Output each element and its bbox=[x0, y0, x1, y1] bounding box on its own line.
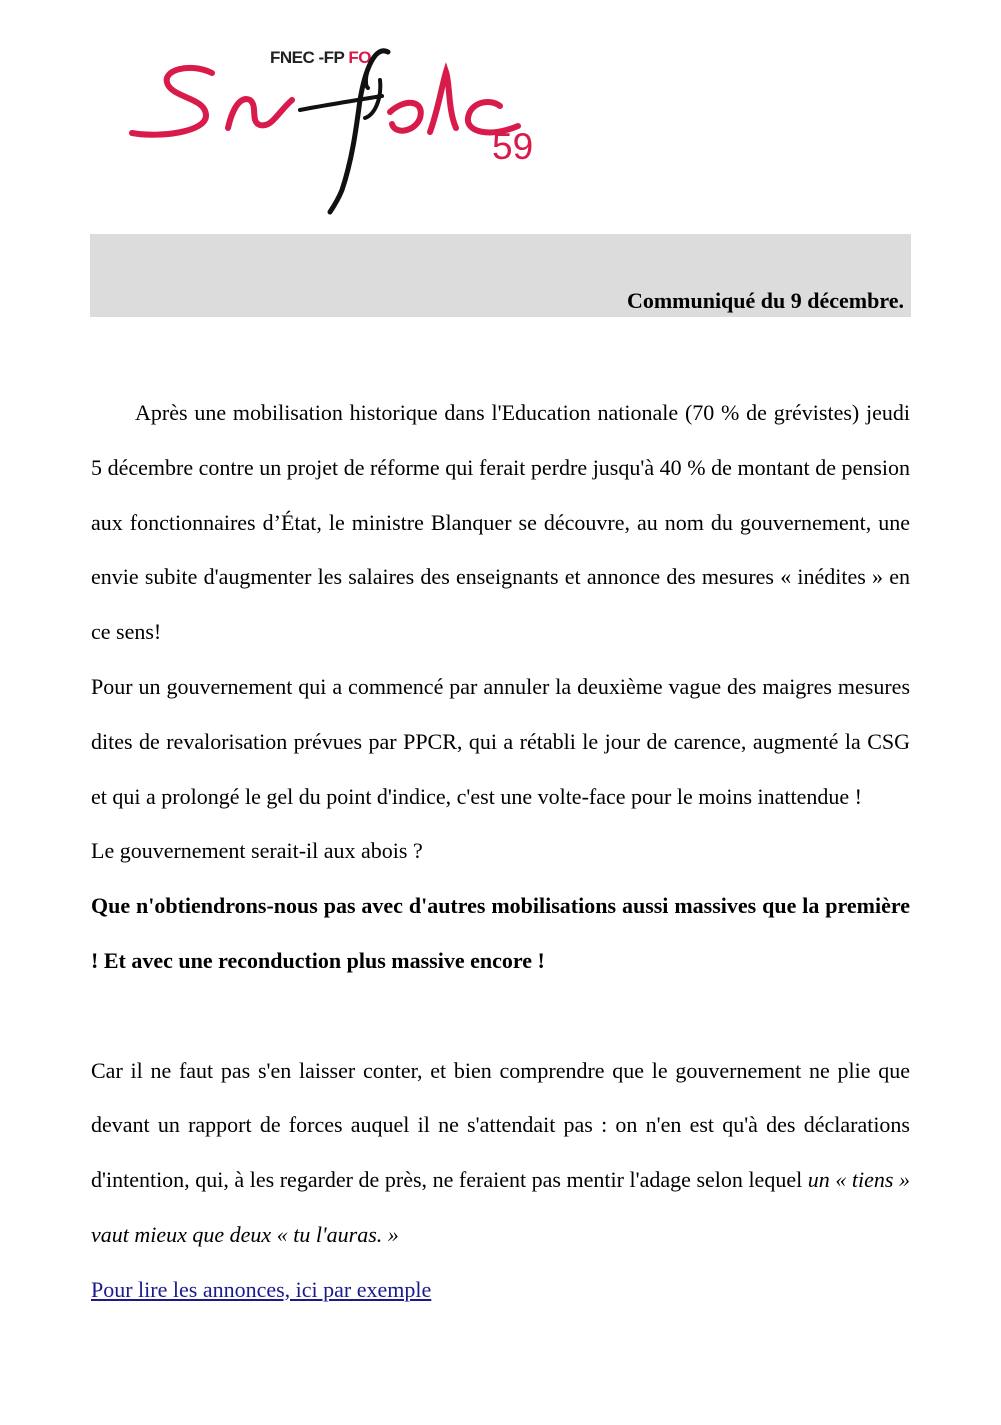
announcements-link[interactable]: Pour lire les annonces, ici par exemple bbox=[91, 1276, 432, 1302]
logo-union-label: FNEC -FP FO bbox=[270, 48, 371, 67]
paragraph-1: Après une mobilisation historique dans l'Education nationale (70 % de grévistes) jeudi 5 décembre contre un projet de réforme qui ferait perdre jusqu'à 40 % de montant de pension aux fonctionnaires d’État, le ministre Blanquer se découvre, au nom du gouvernement, une envie subite d'augmenter les salaires des enseignants et annonce des mesures « inédites » en ce sens! bbox=[91, 400, 910, 645]
paragraph-spacer bbox=[91, 989, 910, 1044]
logo-number: 59 bbox=[492, 126, 534, 167]
header-banner bbox=[90, 234, 911, 317]
paragraph-5-quote: un « tiens » vaut mieux que deux « tu l'auras. » bbox=[91, 1167, 910, 1247]
paragraph-5 bbox=[91, 1044, 910, 1263]
communique-body bbox=[91, 386, 910, 1318]
announcements-link-line bbox=[91, 1263, 910, 1318]
paragraph-5-text: Car il ne faut pas s'en laisser conter, et bien comprendre que le gouvernement ne plie que devant un rapport de forces auquel il ne s'attendait pas : on n'en est qu'à des déclarations d'intention, qui, à les regarder de près, ne feraient pas mentir l'adage selon lequel bbox=[91, 1057, 910, 1193]
paragraph-4-emphasis: Que n'obtiendrons-nous pas avec d'autres mobilisations aussi massives que la première ! Et avec une reconduction plus massive encore ! bbox=[91, 893, 910, 973]
paragraph-2: Pour un gouvernement qui a commencé par annuler la deuxième vague des maigres mesures dites de revalorisation prévues par PPCR, qui a rétabli le jour de carence, augmenté la CSG et qui a prolongé le gel du point d'indice, c'est une volte-face pour le moins inattendue ! bbox=[91, 673, 910, 809]
banner-title: Communiqué du 9 décembre. bbox=[626, 288, 904, 313]
snfolc-logo bbox=[120, 40, 560, 215]
paragraph-3: Le gouvernement serait-il aux abois ? bbox=[91, 838, 423, 864]
